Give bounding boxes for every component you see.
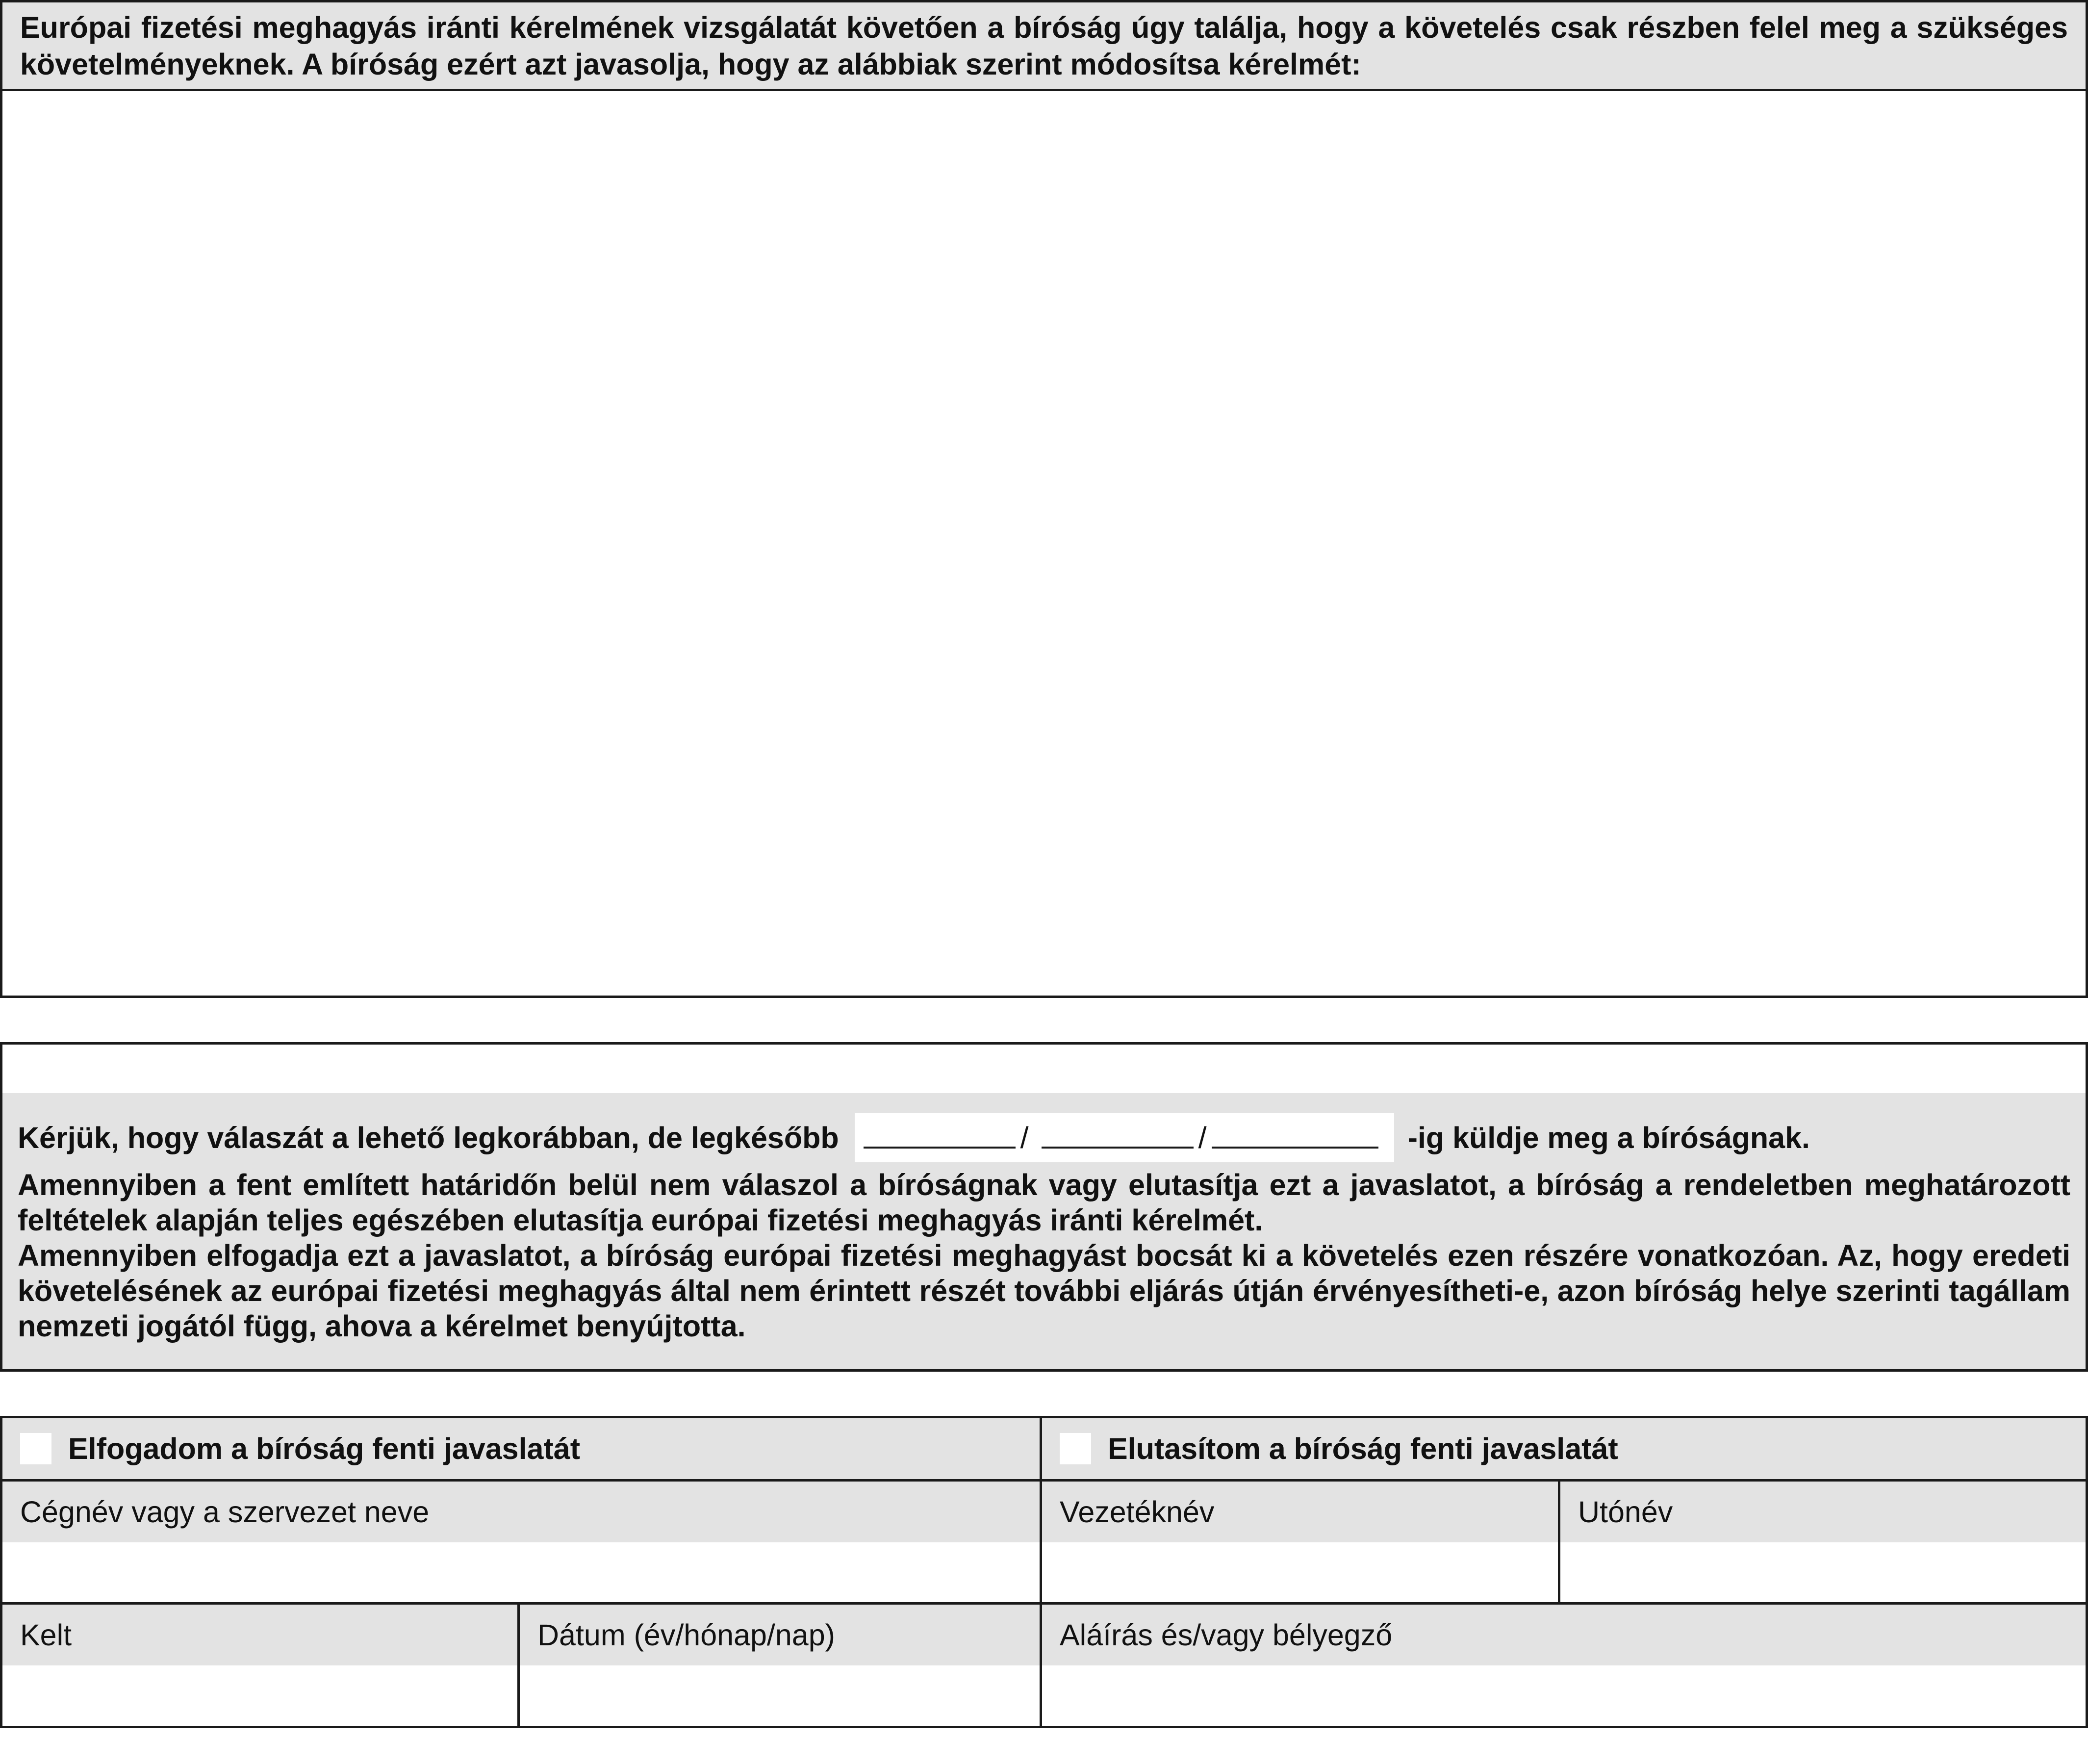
deadline-day-blank[interactable] <box>1212 1127 1378 1149</box>
table-divider <box>1040 1418 1042 1726</box>
company-name-field[interactable] <box>2 1542 1040 1602</box>
first-name-field[interactable] <box>1560 1542 2086 1602</box>
table-divider <box>517 1605 520 1726</box>
accept-option[interactable] <box>2 1418 1040 1479</box>
proposal-text-area[interactable] <box>2 91 2086 996</box>
reject-option[interactable] <box>1042 1418 2086 1479</box>
deadline-text-before: Kérjük, hogy válaszát a lehető legkorábban, de legkésőbb <box>18 1121 839 1154</box>
date-field[interactable] <box>520 1665 1040 1726</box>
notice-paragraphs <box>18 1167 2070 1344</box>
deadline-year-blank[interactable] <box>864 1127 1016 1149</box>
reject-label: Elutasítom a bíróság fenti javaslatát <box>1108 1432 1618 1465</box>
accept-checkbox[interactable] <box>20 1433 51 1464</box>
place-field[interactable] <box>2 1665 517 1726</box>
table-divider <box>2 1602 2086 1605</box>
accept-label: Elfogadom a bíróság fenti javaslatát <box>68 1432 581 1465</box>
table-divider <box>2 1479 2086 1482</box>
deadline-date-field[interactable] <box>855 1113 1394 1162</box>
response-table <box>0 1416 2088 1728</box>
signature-field[interactable] <box>1042 1665 2086 1726</box>
deadline-section-blank-strip <box>2 1045 2086 1093</box>
company-name-label: Cégnév vagy a szervezet neve <box>2 1482 1040 1542</box>
deadline-month-blank[interactable] <box>1042 1127 1194 1149</box>
surname-field[interactable] <box>1042 1542 1558 1602</box>
reject-checkbox[interactable] <box>1060 1433 1091 1464</box>
notice-paragraph-reject: Amennyiben a fent említett határidőn belül nem válaszol a bíróságnak vagy elutasítja ezt a javaslatot, a bíróság a rendeletben meghatározott feltételek alapján teljes egészében elutasítja európai fizetési meghagyás iránti kérelmét. <box>18 1168 2070 1237</box>
deadline-text-after: -ig küldje meg a bíróságnak. <box>1407 1121 1810 1154</box>
proposal-heading: Európai fizetési meghagyás iránti kérelmének vizsgálatát követően a bíróság úgy találja, hogy a követelés csak részben felel meg a szükséges követelményeknek. A bíróság ezért azt javasolja, hogy az alábbiak szerint módosítsa kérelmét: <box>2 2 2086 91</box>
deadline-separator: / <box>1198 1121 1207 1154</box>
first-name-label: Utónév <box>1560 1482 2086 1542</box>
deadline-separator: / <box>1020 1121 1029 1154</box>
notice-paragraph-accept: Amennyiben elfogadja ezt a javaslatot, a bíróság európai fizetési meghagyást bocsát ki a követelés ezen részére vonatkozóan. Az, hogy eredeti követelésének az európai fizetési meghagyás által nem érintett részét további eljárás útján érvényesítheti-e, azon bíróság helye szerinti tagállam nemzeti jogától függ, ahova a kérelmet benyújtotta. <box>18 1239 2070 1343</box>
date-label: Dátum (év/hónap/nap) <box>520 1605 1040 1665</box>
place-label: Kelt <box>2 1605 517 1665</box>
deadline-line <box>18 1113 1810 1162</box>
signature-label: Aláírás és/vagy bélyegző <box>1042 1605 2086 1665</box>
surname-label: Vezetéknév <box>1042 1482 1558 1542</box>
table-divider <box>1558 1482 1560 1602</box>
